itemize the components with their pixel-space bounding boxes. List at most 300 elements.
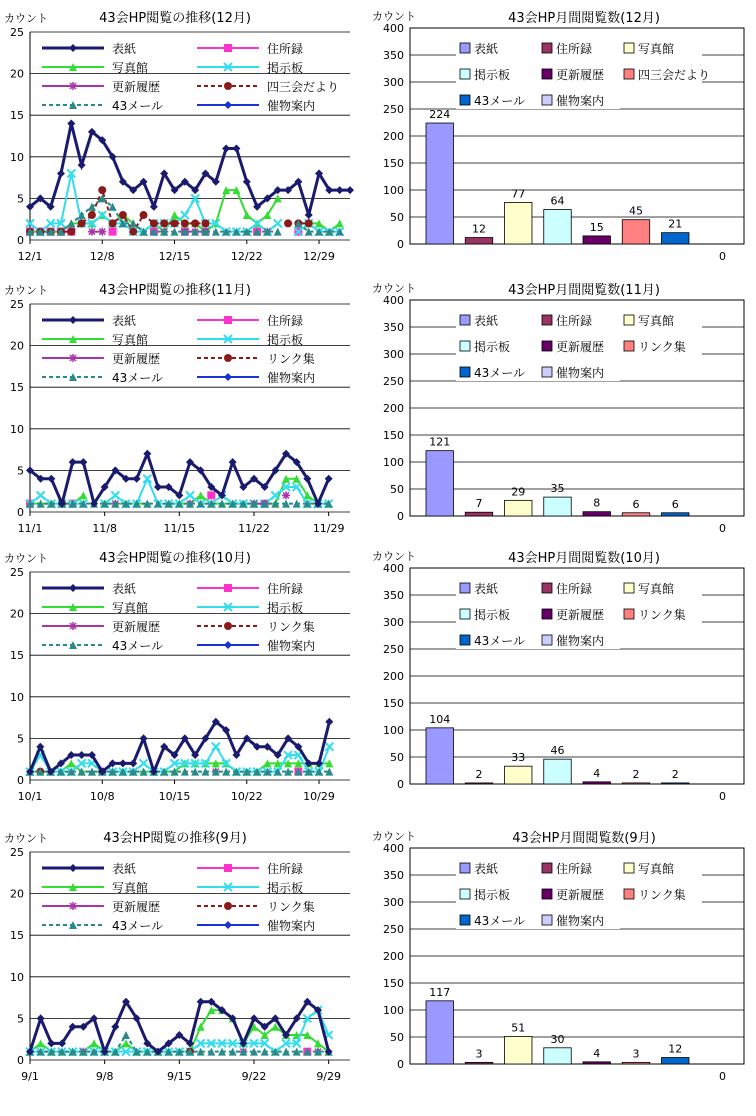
bar-更新履歴	[583, 1062, 610, 1064]
bar-value-label: 0	[718, 250, 726, 263]
y-tick-label: 5	[17, 732, 24, 746]
bar-value-label: 51	[511, 1021, 526, 1035]
y-tick-label: 20	[10, 339, 24, 353]
legend-entry	[620, 337, 702, 355]
data-point	[305, 219, 313, 227]
legend-entry	[193, 896, 343, 914]
legend-label: 住所録	[267, 862, 304, 876]
y-tick-label: 200	[383, 950, 404, 963]
legend-entry	[456, 631, 538, 649]
bar-value-label: 6	[632, 497, 640, 511]
legend-entry	[38, 578, 188, 596]
legend-label: 43メール	[112, 919, 164, 933]
legend-label: 表紙	[112, 582, 137, 596]
y-tick-label: 200	[383, 670, 404, 683]
legend-label: 更新履歴	[556, 608, 605, 622]
legend-label: 写真館	[112, 881, 149, 895]
y-tick-label: 100	[383, 184, 404, 197]
data-point	[336, 219, 344, 227]
x-tick-label: 10/22	[230, 790, 263, 803]
bar-value-label: 30	[550, 1032, 565, 1046]
legend-entry	[193, 76, 343, 94]
y-tick-label: 50	[390, 751, 404, 764]
data-point	[143, 475, 151, 483]
legend-entry	[456, 363, 538, 381]
legend-swatch	[460, 583, 470, 593]
data-point	[346, 186, 354, 194]
data-point	[79, 458, 87, 466]
y-tick-label: 300	[383, 616, 404, 629]
legend-entry	[620, 65, 710, 83]
legend-label: 更新履歴	[556, 340, 605, 354]
bar-chart-3	[364, 820, 750, 1095]
legend-marker	[224, 622, 232, 630]
y-tick-label: 0	[397, 238, 404, 251]
data-point	[186, 491, 194, 499]
line-chart-svg	[0, 820, 360, 1095]
legend-label: リンク集	[638, 888, 686, 902]
legend-entry	[538, 885, 620, 903]
legend-label: リンク集	[267, 900, 315, 914]
x-tick-label: 11/22	[238, 522, 270, 535]
legend-swatch	[460, 367, 470, 377]
data-point	[88, 228, 96, 236]
legend-entry	[193, 310, 343, 328]
legend-label: 催物案内	[556, 914, 605, 928]
bar-value-label: 2	[475, 767, 483, 781]
y-axis-unit: カウント	[372, 282, 416, 295]
data-point	[201, 219, 209, 227]
y-axis-unit: カウント	[4, 552, 48, 565]
legend-entry	[193, 597, 343, 615]
y-tick-label: 250	[383, 923, 404, 936]
legend-swatch	[460, 315, 470, 325]
legend-label: 更新履歴	[112, 80, 161, 94]
bar-表紙	[426, 728, 453, 784]
legend-swatch	[624, 863, 634, 873]
y-tick-label: 10	[10, 970, 24, 984]
legend-entry	[38, 896, 188, 914]
line-chart-svg	[0, 0, 360, 275]
legend-label: 更新履歴	[112, 620, 161, 634]
bar-value-label: 4	[593, 1046, 601, 1060]
bar-value-label: 0	[718, 1070, 726, 1083]
y-tick-label: 20	[10, 887, 24, 901]
data-point	[37, 1039, 45, 1047]
data-point	[197, 491, 205, 499]
legend-swatch	[460, 863, 470, 873]
bar-リンク集	[622, 783, 649, 784]
bar-住所録	[465, 238, 492, 244]
legend-swatch	[542, 583, 552, 593]
legend-entry	[38, 597, 188, 615]
y-tick-label: 15	[10, 109, 24, 123]
y-tick-label: 200	[383, 402, 404, 415]
y-tick-label: 0	[17, 234, 24, 247]
legend-swatch	[542, 341, 552, 351]
y-tick-label: 300	[383, 896, 404, 909]
legend-label: 表紙	[474, 862, 499, 876]
y-tick-label: 0	[17, 1054, 24, 1067]
legend-entry	[193, 367, 343, 385]
legend-entry	[193, 858, 343, 876]
y-tick-label: 25	[10, 298, 24, 311]
legend-entry	[456, 859, 538, 877]
y-tick-label: 350	[383, 49, 404, 62]
data-point	[212, 228, 220, 236]
x-tick-label: 9/22	[241, 1070, 267, 1083]
bar-更新履歴	[583, 782, 610, 784]
legend-entry	[538, 39, 620, 57]
data-point	[284, 219, 292, 227]
legend-entry	[38, 616, 188, 634]
legend-entry	[538, 363, 620, 381]
legend-entry	[538, 631, 620, 649]
y-tick-label: 20	[10, 607, 24, 621]
bar-chart-svg	[364, 272, 750, 547]
legend-marker	[69, 82, 77, 90]
legend-label: リンク集	[267, 620, 315, 634]
legend-label: 掲示板	[267, 881, 304, 895]
line-chart-2	[0, 540, 360, 815]
data-point	[150, 203, 158, 211]
bar-43メール	[662, 513, 689, 516]
bar-chart-0	[364, 0, 750, 275]
legend-entry	[456, 311, 538, 329]
legend-entry	[38, 635, 188, 653]
legend-label: 掲示板	[267, 61, 304, 75]
data-point	[78, 219, 86, 227]
bar-写真館	[505, 766, 532, 784]
legend-entry	[538, 337, 620, 355]
bar-value-label: 0	[718, 790, 726, 803]
bar-43メール	[662, 233, 689, 244]
x-tick-label: 11/8	[92, 522, 118, 535]
y-tick-label: 50	[390, 483, 404, 496]
line-chart-svg	[0, 272, 360, 547]
legend-swatch	[460, 43, 470, 53]
line-chart-svg	[0, 540, 360, 815]
chart-title: 43会HP閲覧の推移(9月)	[103, 831, 247, 846]
legend-swatch	[542, 69, 552, 79]
legend-label: 更新履歴	[556, 68, 605, 82]
bar-value-label: 3	[632, 1047, 640, 1061]
bar-value-label: 12	[668, 1042, 683, 1056]
legend-marker	[224, 354, 232, 362]
y-tick-label: 400	[383, 294, 404, 307]
y-tick-label: 400	[383, 22, 404, 35]
y-tick-label: 100	[383, 456, 404, 469]
data-point	[150, 219, 158, 227]
bar-写真館	[505, 1036, 532, 1064]
legend-marker	[69, 902, 77, 910]
x-tick-label: 10/8	[89, 790, 115, 803]
legend-entry	[456, 337, 538, 355]
legend-label: 写真館	[638, 862, 675, 876]
bar-value-label: 21	[668, 217, 683, 231]
y-tick-label: 50	[390, 1031, 404, 1044]
legend-entry	[620, 885, 702, 903]
legend-label: 催物案内	[267, 371, 316, 385]
legend-entry	[193, 95, 343, 113]
bar-value-label: 33	[511, 751, 526, 765]
legend-swatch	[542, 889, 552, 899]
data-point	[325, 718, 333, 726]
y-tick-label: 300	[383, 348, 404, 361]
legend-swatch	[460, 341, 470, 351]
legend-label: 更新履歴	[112, 900, 161, 914]
legend-marker	[224, 902, 232, 910]
legend-swatch	[460, 889, 470, 899]
legend-label: 表紙	[474, 582, 499, 596]
legend-swatch	[624, 583, 634, 593]
bar-value-label: 35	[550, 482, 565, 496]
y-axis-unit: カウント	[372, 550, 416, 563]
legend-label: 住所録	[556, 314, 593, 328]
legend-label: 掲示板	[474, 608, 511, 622]
legend-entry	[620, 859, 702, 877]
data-point	[67, 759, 75, 767]
legend-swatch	[460, 95, 470, 105]
data-point	[111, 491, 119, 499]
y-tick-label: 150	[383, 977, 404, 990]
bar-value-label: 3	[475, 1047, 483, 1061]
legend-label: 掲示板	[267, 333, 304, 347]
bar-chart-svg	[364, 820, 750, 1095]
y-tick-label: 250	[383, 375, 404, 388]
y-tick-label: 5	[17, 464, 24, 478]
legend-label: 表紙	[112, 862, 137, 876]
legend-swatch	[624, 889, 634, 899]
legend-swatch	[542, 367, 552, 377]
y-tick-label: 50	[390, 211, 404, 224]
data-point	[191, 219, 199, 227]
y-tick-label: 25	[10, 26, 24, 39]
y-tick-label: 150	[383, 157, 404, 170]
data-point	[78, 161, 86, 169]
data-point	[98, 228, 106, 236]
data-point	[325, 743, 333, 751]
legend-label: リンク集	[267, 352, 315, 366]
bar-value-label: 0	[718, 522, 726, 535]
y-tick-label: 10	[10, 150, 24, 164]
bar-43メール	[662, 783, 689, 784]
chart-title: 43会HP閲覧の推移(11月)	[99, 283, 251, 298]
data-point	[109, 228, 117, 236]
series-43メール	[26, 768, 333, 776]
legend-entry	[538, 859, 620, 877]
y-axis-unit: カウント	[4, 284, 48, 297]
data-point	[129, 759, 137, 767]
data-point	[129, 228, 137, 236]
legend-entry	[456, 39, 538, 57]
x-tick-label: 9/29	[316, 1070, 342, 1083]
legend-entry	[38, 915, 188, 933]
data-point	[212, 743, 220, 751]
legend-entry	[620, 605, 702, 623]
bar-掲示板	[544, 759, 571, 784]
legend-entry	[38, 95, 188, 113]
bar-value-label: 121	[429, 435, 451, 449]
legend-label: リンク集	[638, 340, 686, 354]
x-tick-label: 11/15	[163, 522, 196, 535]
data-point	[181, 219, 189, 227]
bar-value-label: 2	[671, 767, 679, 781]
legend-swatch	[542, 863, 552, 873]
data-point	[243, 211, 251, 219]
legend-swatch	[460, 635, 470, 645]
bar-掲示板	[544, 497, 571, 516]
bar-value-label: 104	[429, 712, 451, 726]
x-tick-label: 12/15	[158, 250, 191, 263]
data-point	[90, 1039, 98, 1047]
x-tick-label: 10/15	[158, 790, 191, 803]
data-point	[37, 491, 45, 499]
legend-label: 写真館	[638, 582, 675, 596]
y-axis-unit: カウント	[4, 12, 48, 25]
legend-marker	[224, 44, 232, 52]
legend-label: 43メール	[112, 99, 164, 113]
legend-label: 住所録	[556, 862, 593, 876]
series-表紙	[26, 998, 333, 1056]
data-point	[140, 211, 148, 219]
y-tick-label: 15	[10, 381, 24, 395]
bar-四三会だより	[622, 220, 649, 244]
y-tick-label: 15	[10, 649, 24, 663]
data-point	[140, 734, 148, 742]
data-point	[119, 211, 127, 219]
bar-43メール	[662, 1058, 689, 1064]
chart-title: 43会HP月間閲覧数(12月)	[508, 11, 660, 26]
legend-label: 43メール	[474, 94, 526, 108]
data-point	[171, 211, 179, 219]
legend-swatch	[542, 95, 552, 105]
bar-value-label: 46	[550, 744, 565, 758]
bar-value-label: 117	[429, 985, 451, 999]
legend-entry	[538, 911, 620, 929]
y-tick-label: 5	[17, 1012, 24, 1026]
legend-label: 43メール	[112, 639, 164, 653]
legend-entry	[538, 579, 620, 597]
y-tick-label: 250	[383, 643, 404, 656]
x-tick-label: 12/1	[17, 250, 43, 263]
data-point	[88, 211, 96, 219]
data-point	[79, 491, 87, 499]
legend-swatch	[624, 609, 634, 619]
chart-title: 43会HP月間閲覧数(10月)	[508, 551, 660, 566]
data-point	[122, 1031, 130, 1039]
bar-value-label: 12	[471, 222, 486, 236]
bar-value-label: 4	[593, 766, 601, 780]
bar-写真館	[505, 202, 532, 244]
data-point	[140, 759, 148, 767]
y-tick-label: 0	[397, 510, 404, 523]
y-tick-label: 350	[383, 589, 404, 602]
legend-label: 写真館	[112, 61, 149, 75]
data-point	[171, 219, 179, 227]
legend-entry	[38, 348, 188, 366]
bar-value-label: 77	[511, 187, 526, 201]
legend-entry	[38, 310, 188, 328]
bar-リンク集	[622, 513, 649, 516]
legend-entry	[620, 579, 702, 597]
x-tick-label: 11/29	[312, 522, 345, 535]
data-point	[243, 178, 251, 186]
legend-entry	[38, 367, 188, 385]
legend-swatch	[542, 315, 552, 325]
legend-label: 掲示板	[267, 601, 304, 615]
series-表紙	[26, 120, 354, 220]
legend-swatch	[542, 609, 552, 619]
bar-掲示板	[544, 1048, 571, 1064]
data-point	[88, 203, 96, 211]
legend-label: 表紙	[112, 314, 137, 328]
legend-swatch	[624, 341, 634, 351]
data-point	[69, 458, 77, 466]
legend-label: 掲示板	[474, 340, 511, 354]
data-point	[197, 998, 205, 1006]
legend-entry	[620, 311, 702, 329]
bar-更新履歴	[583, 236, 610, 244]
legend-label: 表紙	[474, 314, 499, 328]
legend-entry	[38, 329, 188, 347]
y-tick-label: 25	[10, 566, 24, 579]
legend-label: 催物案内	[267, 919, 316, 933]
legend-entry	[193, 38, 343, 56]
bar-掲示板	[544, 209, 571, 244]
legend-label: 写真館	[638, 42, 675, 56]
legend-swatch	[460, 609, 470, 619]
y-tick-label: 100	[383, 1004, 404, 1017]
chart-title: 43会HP閲覧の推移(10月)	[99, 551, 251, 566]
legend-entry	[193, 348, 343, 366]
y-tick-label: 400	[383, 562, 404, 575]
legend-label: リンク集	[638, 608, 686, 622]
bar-写真館	[505, 500, 532, 516]
legend-marker	[224, 82, 232, 90]
legend-entry	[38, 57, 188, 75]
bar-表紙	[426, 1001, 453, 1064]
bar-chart-svg	[364, 540, 750, 815]
y-tick-label: 350	[383, 869, 404, 882]
series-line	[30, 190, 205, 232]
legend-label: 43メール	[112, 371, 164, 385]
data-point	[78, 751, 86, 759]
y-tick-label: 250	[383, 103, 404, 116]
y-tick-label: 0	[17, 506, 24, 519]
data-point	[274, 219, 282, 227]
legend-label: 住所録	[556, 42, 593, 56]
data-point	[67, 228, 75, 236]
y-tick-label: 10	[10, 690, 24, 704]
legend-marker	[69, 622, 77, 630]
legend-label: 四三会だより	[267, 80, 340, 94]
legend-label: 表紙	[112, 42, 137, 56]
legend-label: 写真館	[112, 333, 149, 347]
y-tick-label: 350	[383, 321, 404, 334]
y-tick-label: 5	[17, 192, 24, 206]
legend-swatch	[624, 315, 634, 325]
legend-entry	[38, 38, 188, 56]
legend-entry	[193, 57, 343, 75]
legend-label: 住所録	[267, 314, 304, 328]
legend-label: 表紙	[474, 42, 499, 56]
y-axis-unit: カウント	[372, 10, 416, 23]
legend-label: 住所録	[267, 42, 304, 56]
data-point	[232, 144, 240, 152]
legend-entry	[620, 39, 702, 57]
legend-label: 更新履歴	[556, 888, 605, 902]
